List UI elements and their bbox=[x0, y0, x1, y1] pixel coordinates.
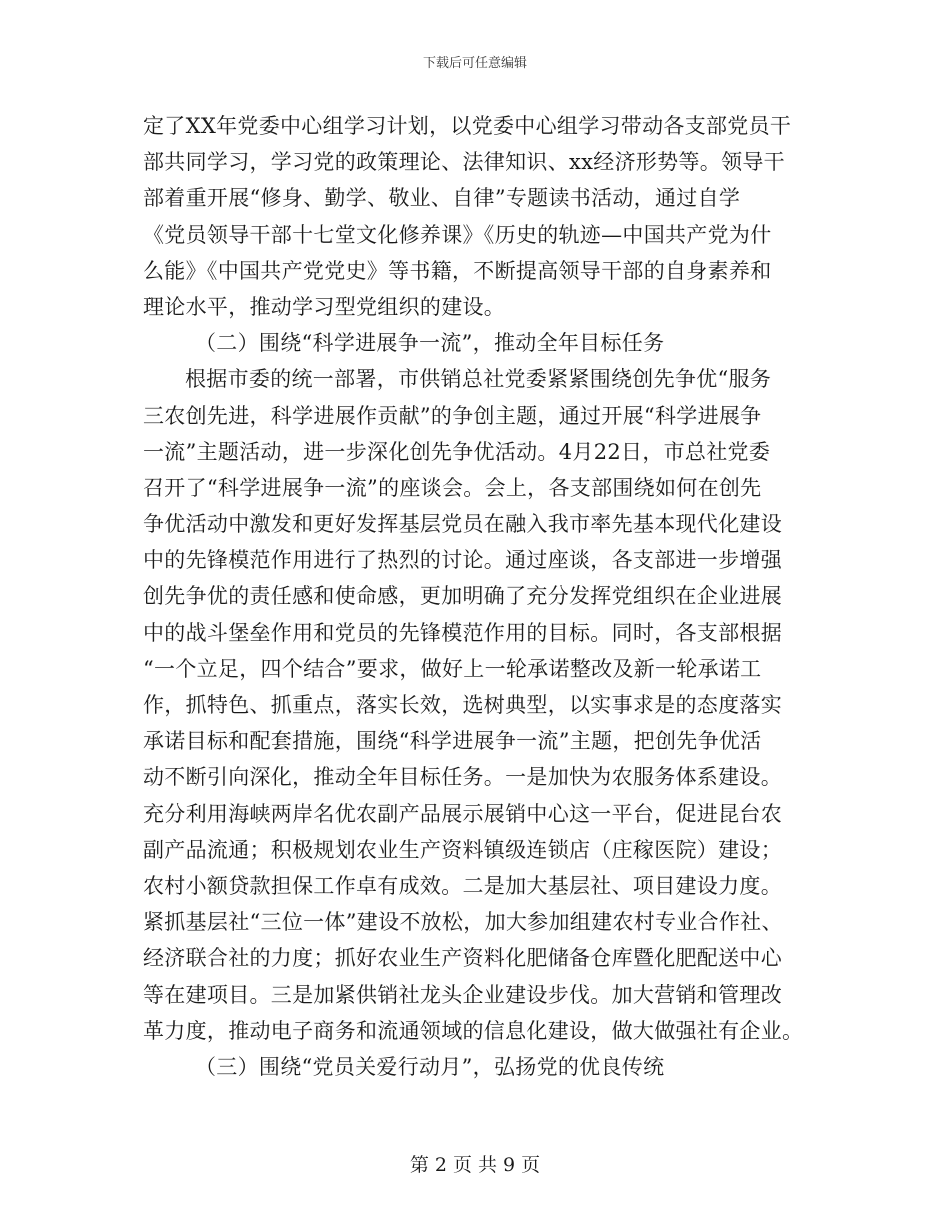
text-line: 动不断引向深化，推动全年目标任务。一是加快为农服务体系建设。 bbox=[143, 765, 782, 790]
paragraph-start: 根据市委的统一部署，市供销总社党委紧紧围绕创先争优“服务 bbox=[185, 367, 772, 392]
page-number-footer: 第 2 页 共 9 页 bbox=[409, 1154, 541, 1176]
text-line: 紧抓基层社“三位一体”建设不放松，加大参加组建农村专业合作社、 bbox=[143, 910, 783, 935]
text-line: 副产品流通；积极规划农业生产资料镇级连锁店（庄稼医院）建设； bbox=[143, 837, 782, 862]
text-line: 经济联合社的力度；抓好农业生产资料化肥储备仓库暨化肥配送中心 bbox=[143, 946, 782, 971]
text-line: “一个立足，四个结合”要求，做好上一轮承诺整改及新一轮承诺工 bbox=[143, 656, 762, 681]
text-line: 充分利用海峡两岸名优农副产品展示展销中心这一平台，促进昆台农 bbox=[143, 801, 782, 826]
text-line: 《党员领导干部十七堂文化修养课》《历史的轨迹—中国共产党为什 bbox=[143, 222, 772, 247]
section-heading-3: （三）围绕“党员关爱行动月”，弘扬党的优良传统 bbox=[195, 1054, 665, 1079]
text-line: 三农创先进，科学进展作贡献”的争创主题，通过开展“科学进展争 bbox=[143, 403, 762, 428]
text-line: 农村小额贷款担保工作卓有成效。二是加大基层社、项目建设力度。 bbox=[143, 873, 782, 898]
text-line: 部共同学习，学习党的政策理论、法律知识、xx经济形势等。领导干 bbox=[143, 150, 785, 175]
text-line: 中的先锋模范作用进行了热烈的讨论。通过座谈，各支部进一步增强 bbox=[143, 548, 782, 573]
body-text bbox=[143, 108, 815, 1085]
text-line: 承诺目标和配套措施，围绕“科学进展争一流”主题，把创先争优活 bbox=[143, 729, 762, 754]
text-line: 作，抓特色、抓重点，落实长效，选树典型，以实事求是的态度落实 bbox=[143, 693, 782, 717]
text-line: 革力度，推动电子商务和流通领域的信息化建设，做大做强社有企业。 bbox=[143, 1018, 804, 1043]
page-header-note: 下载后可任意编辑 bbox=[422, 56, 527, 71]
text-line: 么能》《中国共产党党史》等书籍，不断提高领导干部的自身素养和 bbox=[143, 258, 772, 283]
text-line: 中的战斗堡垒作用和党员的先锋模范作用的目标。同时，各支部根据 bbox=[143, 620, 782, 645]
text-line: 等在建项目。三是加紧供销社龙头企业建设步伐。加大营销和管理改 bbox=[143, 982, 782, 1007]
text-line: 创先争优的责任感和使命感，更加明确了充分发挥党组织在企业进展 bbox=[143, 584, 782, 609]
text-line: 争优活动中激发和更好发挥基层党员在融入我市率先基本现代化建设 bbox=[143, 512, 782, 537]
text-line: 部着重开展“修身、勤学、敬业、自律”专题读书活动，通过自学 bbox=[143, 186, 741, 211]
section-heading-2: （二）围绕“科学进展争一流”，推动全年目标任务 bbox=[195, 331, 665, 356]
text-line: 一流”主题活动，进一步深化创先争优活动。4月22日，市总社党委 bbox=[143, 439, 771, 464]
text-line: 理论水平，推动学习型党组织的建设。 bbox=[143, 294, 506, 319]
text-line: 定了XX年党委中心组学习计划，以党委中心组学习带动各支部党员干 bbox=[143, 114, 792, 138]
text-line: 召开了“科学进展争一流”的座谈会。会上，各支部围绕如何在创先 bbox=[143, 475, 762, 500]
